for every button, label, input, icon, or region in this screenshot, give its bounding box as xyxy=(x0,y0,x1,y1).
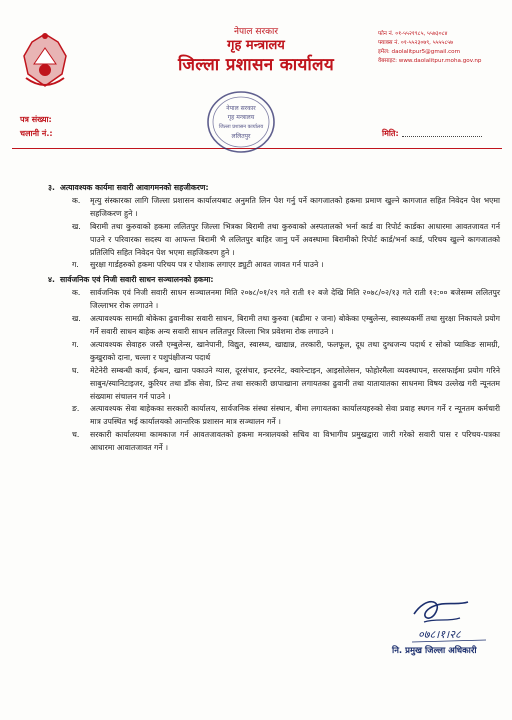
fax-number: फ्याक्स नं. ०१-५५२३०७९, ५५५५८५७ xyxy=(378,40,454,46)
section-4-item: च. सरकारी कार्यालयमा कामकाज गर्न आवतजावतको हकमा मन्त्रालयको सचिव वा विभागीय प्रमुखद्वारा जारी गरेको सवारी पास र परिचय-पत्रका आधारमा आवातजावत गर्ने । xyxy=(72,430,500,453)
letter-body xyxy=(22,180,500,455)
office-name: जिल्ला प्रशासन कार्यालय xyxy=(177,55,335,75)
signatory-designation: नि. प्रमुख जिल्ला अधिकारी xyxy=(392,646,477,656)
section-3-title: अत्यावश्यक कार्यमा सवारी आवागमनको सहजीकरण: xyxy=(60,183,209,192)
reference-number-label: पत्र संख्या: xyxy=(20,115,52,124)
dispatch-number-label: चलानी नं.: xyxy=(20,129,53,138)
office-stamp-seal xyxy=(203,88,279,156)
stamp-line-3: जिल्ला प्रशासन कार्यालय xyxy=(218,124,264,130)
ministry-name: गृह मन्त्रालय xyxy=(227,38,285,53)
signature-date: ०७८।१।२८ xyxy=(418,628,461,641)
section-4-heading xyxy=(22,274,500,287)
section-4-item: क. सार्वजनिक एवं निजी सवारी साधन सञ्चालनमा मिति २०७८/०१/२९ गते राती १२ बजे देखि मिति २०७८/०२/१३ गते राती १२:०० बजेसम्म ललितपुर जिल्लाभर रोक लगाउने । xyxy=(72,288,500,311)
stamp-line-1: नेपाल सरकार xyxy=(226,105,256,112)
section-4-title: सार्वजनिक एवं निजी सवारी साधन सञ्चालनको हकमा: xyxy=(60,275,214,285)
government-name: नेपाल सरकार xyxy=(233,27,279,37)
stamp-line-4: ललितपुर xyxy=(231,133,251,140)
section-3-item: ग. सुरक्षा गार्डहरुको हकमा परिचय पत्र र पोशाक लगाएर ड्युटी आवत जावत गर्न पाउने । xyxy=(72,260,324,270)
contact-block xyxy=(378,30,508,66)
email-address: इमेल: daolalitpur5@gmail.com xyxy=(378,49,461,55)
letterhead-title-block xyxy=(120,26,392,76)
date-label: मिति: xyxy=(382,129,399,138)
nepal-emblem-icon xyxy=(16,28,74,92)
date-field-dots xyxy=(402,130,482,137)
website-address: वेबसाइट: www.daolalitpur.moha.gov.np xyxy=(378,58,482,64)
stamp-line-2: गृह मन्त्रालय xyxy=(227,114,255,121)
section-3-heading xyxy=(22,182,500,195)
section-3-number: ३. xyxy=(48,183,55,192)
section-4-item: ग. अत्यावश्यक सेवाहरु जस्तै एम्बुलेन्स, खानेपानी, विद्युत, स्वास्थ्य, खाद्यान्न, तरकारी, फलफूल, दूध तथा दुग्धजन्य पदार्थ र सोको प्याकिङ सामग्री, कुखुराको दाना, चल्ला र पशुपंक्षीजन्य पदार्थ xyxy=(72,339,500,362)
section-4-item: ङ. अत्यावश्यक सेवा बाहेकका सरकारी कार्यालय, सार्वजनिक संस्था संस्थान, बीमा लगायतका कार्यालयहरुको सेवा प्रवाह स्थगन गर्ने र न्यूनतम कर्मचारी मात्र उपस्थित भई कार्यालयको आन्तरिक प्रशासन मात्र सञ्चालन गर्ने । xyxy=(72,404,500,427)
phone-number: फोन नं. ०१-५५२१९८५, ५५७३०८४ xyxy=(378,31,448,37)
section-4-item: घ. मेटेनेरी सम्बन्धी कार्य, ईन्धन, खाना पकाउने ग्यास, दूरसंचार, इन्टरनेट, क्वारेन्टाइन, आइसोलेसन, फोहोरमैला व्यवस्थापन, सरसफाईमा प्रयोग गरिने साबुन/स्यानिटाइजर, कुरियर तथा डाँक सेवा, प्रिन्ट तथा सरकारी छापाखाना लगायतका ढुवानी तथा यातायातका साधनमा विषय उल्लेख गरी न्यूनतम संख्यामा संचालन गर्न पाउने । xyxy=(72,365,500,401)
section-3-item: क. मृत्यु संस्कारका लागि जिल्ला प्रशासन कार्यालयबाट अनुमति लिन पेश गर्नु पर्ने कागजातको हकमा प्रमाण खुल्ने कागजात सहित निवेदन पेश भएमा सहजिकरण हुने । xyxy=(72,195,500,218)
section-3-item: ख. बिरामी तथा कुरुवाको हकमा ललितपुर जिल्ला भित्रका बिरामी तथा कुरुवाको अस्पतालको भर्ना कार्ड वा रिपोर्ट कार्डका आधारमा आवतजावत गर्न पाउने र परिवारका सदस्य वा आफन्त बिरामी भै ललितपुर बाहिर जानु पर्ने अवस्थामा बिरामीको रिपोर्ट कार्ड/भर्ना कार्ड, परिचय खुल्ने कागजातको प्रतिलिपि सहित निवेदन पेश भएमा सहजिकरण हुने । xyxy=(72,221,500,257)
section-4-number: ४. xyxy=(48,275,55,285)
section-4-item: ख. अत्यावश्यक सामग्री बोकेका ढुवानीका सवारी साधन, बिरामी तथा कुरुवा (बढीमा २ जना) बोकेका एम्बुलेन्स, स्वास्थ्यकर्मी तथा सुरक्षा निकायले प्रयोग गर्ने सवारी साधन बाहेक अन्य सवारी साधन ललितपुर जिल्ला भित्र प्रवेशमा रोक लगाउने । xyxy=(72,314,500,336)
